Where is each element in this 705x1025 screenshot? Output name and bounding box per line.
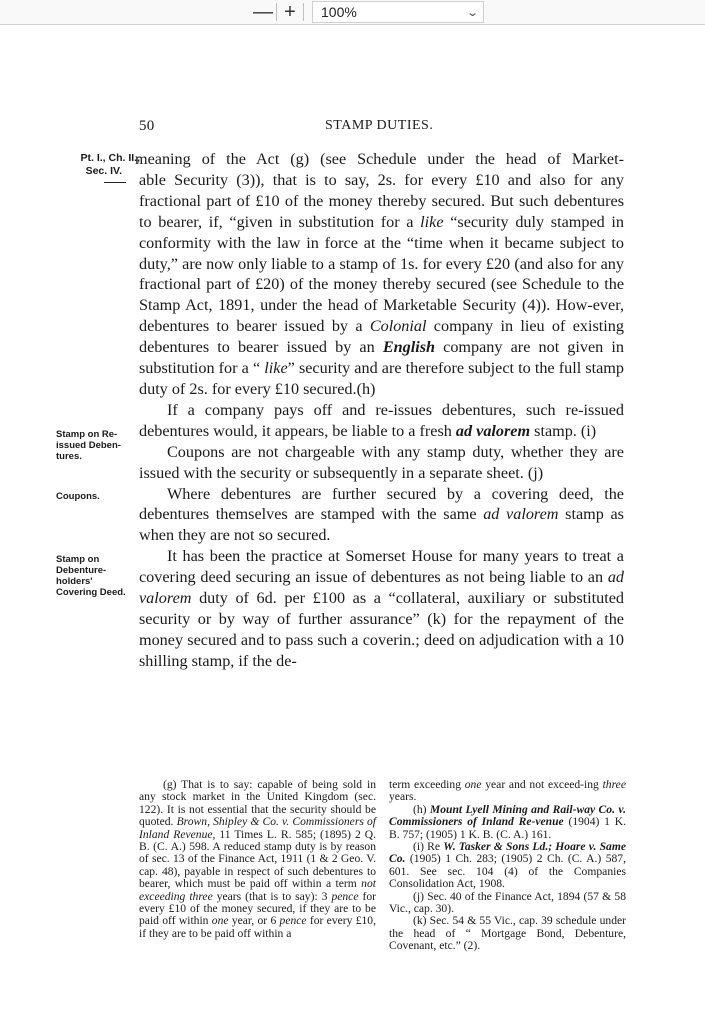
- text-run: (h): [413, 802, 430, 816]
- zoom-out-button[interactable]: —: [253, 0, 273, 23]
- text-run: (1905) 1 Ch. 283; (1905) 2 Ch. (C. A.) 587, 601. See sec. 104 (4) of the Companies Consolidation Act, 1908.: [389, 852, 626, 891]
- italic-run: English: [382, 338, 436, 357]
- side-note-line: Covering Deed.: [56, 587, 126, 598]
- italic-run: Colonial: [369, 317, 427, 336]
- paragraph: [139, 484, 624, 547]
- paragraph: [139, 400, 624, 442]
- text-run: years.: [389, 790, 417, 804]
- side-note-line: Stamp on: [56, 554, 100, 565]
- zoom-in-button[interactable]: +: [284, 0, 296, 23]
- footnote-i: [389, 841, 626, 891]
- text-run: for every £10 of the money secured, if they are to be paid off within: [139, 889, 376, 928]
- text-run: able Security (3)), that is to say, 2s. for every £10 and also for any fractional part of £10 of the money thereby secured. But such debentures to bearer, if, “given in substitution for a: [139, 170, 624, 231]
- document-page: [0, 25, 705, 1025]
- italic-run: ad valorem: [483, 505, 559, 524]
- text-run: duty of 6d. per £100 as a “collateral, auxiliary or substituted security or by way of further assurance” (k) for the repayment of the money secured and to pass such a coverin.; deed on adjudication with a 10 shilling stamp, if the de-: [139, 589, 624, 670]
- text-run: years (that is to say): 3: [212, 889, 332, 903]
- text-run: (1904) 1 K. B. 757; (1905) 1 K. B. (C. A.) 161.: [389, 815, 626, 841]
- body-text: [135, 149, 624, 672]
- italic-run: not exceeding three: [139, 877, 376, 903]
- side-note-reissued: [56, 429, 140, 462]
- first-line: meaning of the Act (g) (see Schedule under the head of Market-: [135, 150, 624, 168]
- zoom-divider: [276, 3, 277, 21]
- side-note-line: holders': [56, 576, 93, 587]
- footnote-g: [139, 779, 376, 940]
- margin-rule: [104, 182, 126, 183]
- zoom-select[interactable]: [312, 1, 484, 23]
- page-number: 50: [139, 118, 155, 134]
- italic-run: like: [264, 359, 288, 378]
- side-note-line: Debenture-: [56, 565, 107, 576]
- text-run: If a company pays off and re-issues debentures, such re-issued debentures would, it appears, be liable to a fresh: [139, 400, 624, 440]
- text-run: company are not given in substitution for a “: [139, 338, 624, 378]
- footnote-g-continued: [389, 779, 626, 804]
- margin-ref-section: Sec. IV.: [85, 165, 122, 177]
- pdf-toolbar: [0, 0, 705, 25]
- paragraph: Coupons are not chargeable with any stamp duty, whether they are issued with the security or subsequently in a separate sheet. (j): [139, 442, 624, 482]
- text-run: (i) Re: [413, 840, 444, 854]
- page-header: [139, 118, 619, 138]
- italic-run: pence: [279, 914, 307, 928]
- text-run: year and not exceed-ing: [481, 778, 603, 791]
- side-note-coupons: [56, 491, 140, 502]
- footnote-h: [389, 804, 626, 841]
- text-run: ” security and are therefore subject to the full stamp duty of 2s. for every £10 secured.(h): [139, 359, 624, 398]
- zoom-value: 100%: [321, 4, 357, 20]
- italic-run: one: [464, 778, 482, 791]
- footnote-column-left: [139, 779, 376, 953]
- text-run: It has been the practice at Somerset House for many years to treat a covering deed securing an issue of debentures as not being liable to an: [139, 547, 624, 587]
- italic-run: pence: [331, 889, 359, 903]
- italic-run: ad valorem: [455, 421, 531, 440]
- text-run: (g) That is to say: capable of being sold in any stock market in the United Kingdom (sec. 122). It is not essential that the security should be quoted.: [139, 778, 376, 829]
- footnote-j: (j) Sec. 40 of the Finance Act, 1894 (57 & 58 Vic., cap. 30).: [389, 889, 626, 916]
- italic-run: like: [420, 212, 444, 231]
- italic-run: ad valorem: [139, 568, 624, 608]
- chevron-down-icon: ⌄: [465, 6, 479, 19]
- paragraph: [135, 149, 624, 400]
- side-note-line: Stamp on Re-: [56, 429, 118, 440]
- text-run: year, or 6: [228, 914, 280, 928]
- running-title: STAMP DUTIES.: [325, 118, 434, 133]
- margin-reference: [56, 152, 140, 183]
- text-run: for every £10, if they are to be paid off within a: [139, 914, 376, 940]
- footnote-k: (k) Sec. 54 & 55 Vic., cap. 39 schedule under the head of “ Mortgage Bond, Debenture, Covenant, etc.” (2).: [389, 914, 626, 953]
- italic-run: one: [211, 914, 229, 928]
- side-note-line: issued Deben-: [56, 440, 121, 451]
- text-run: stamp. (i): [530, 421, 597, 440]
- footnote-column-right: [389, 779, 626, 953]
- side-note-line: tures.: [56, 451, 82, 462]
- margin-ref-part-chapter: Pt. I., Ch. II.,: [80, 152, 140, 164]
- text-run: 11 Times L. R. 585; (1895) 2 Q. B. (C. A.) 598. A reduced stamp duty is by reason of sec. 13 of the Finance Act, 1911 (1 & 2 Geo. V. cap. 48), payable in respect of such debentures to bearer, which must be paid off within a term: [139, 827, 377, 891]
- text-run: Where debentures are further secured by a covering deed, the debentures themselves are stamped with the same: [139, 484, 624, 524]
- side-note-covering-deed: [56, 554, 140, 598]
- italic-run: three: [602, 778, 626, 791]
- text-run: “security duly stamped in conformity with the law in force at the “time when it became subject to duty,” are now only liable to a stamp of 1s. for every £20 (and also for any fractional part of £20) of the money thereby secured (see Schedule to the Stamp Act, 1891, under the head of Marketable Security (4)). How-ever, debentures to bearer issued by a: [139, 212, 624, 336]
- footnotes: [139, 779, 626, 953]
- text-run: term exceeding: [389, 778, 465, 791]
- text-run: stamp as when they are not so secured.: [139, 505, 624, 545]
- italic-run: Mount Lyell Mining and Rail-way Co. v. Commissioners of Inland Re-venue: [389, 802, 626, 829]
- text-run: company in lieu of existing debentures to bearer issued by an: [139, 317, 624, 357]
- zoom-divider: [303, 3, 304, 21]
- paragraph: [139, 546, 624, 671]
- italic-run: Brown, Shipley & Co. v. Commissioners of Inland Revenue,: [139, 815, 376, 841]
- zoom-controls: [252, 0, 484, 24]
- side-note-line: Coupons.: [56, 491, 100, 502]
- italic-run: W. Tasker & Sons Ld.; Hoare v. Same Co.: [389, 840, 626, 866]
